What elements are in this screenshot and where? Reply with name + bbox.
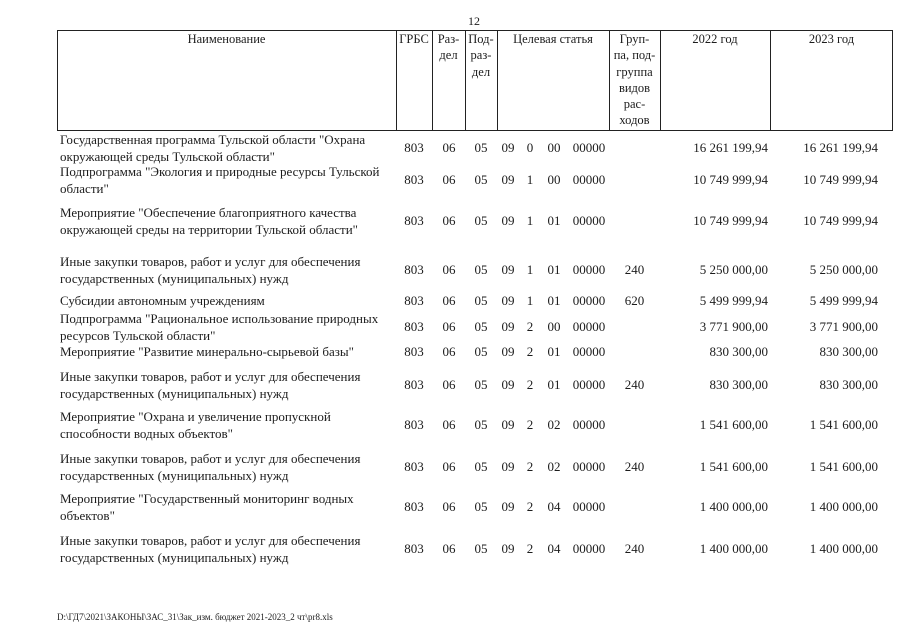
row-name-line: области" — [60, 180, 109, 196]
column-header-podrazdel-line: дел — [471, 64, 491, 79]
target-article-program: 09 — [501, 140, 515, 156]
razdel-code: 06 — [442, 417, 456, 433]
amount-2023: 10 749 999,94 — [803, 172, 878, 188]
column-header-razdel-line: Раз- — [437, 32, 460, 46]
row-name-line: окружающей среды Тульской области" — [60, 148, 275, 164]
expense-group-code: 240 — [624, 377, 645, 393]
target-article-event: 01 — [547, 213, 561, 229]
table-row — [0, 132, 905, 165]
column-header-target-article: Целевая статья — [513, 32, 593, 46]
amount-2022: 16 261 199,94 — [693, 140, 768, 156]
amount-2023: 1 541 600,00 — [809, 459, 878, 475]
amount-2022: 5 250 000,00 — [699, 262, 768, 278]
amount-2022: 10 749 999,94 — [693, 213, 768, 229]
target-article-direction: 00000 — [572, 172, 606, 188]
amount-2023: 10 749 999,94 — [803, 213, 878, 229]
table-row — [0, 311, 905, 344]
target-article-event: 01 — [547, 377, 561, 393]
target-article-direction: 00000 — [572, 499, 606, 515]
amount-2022: 830 300,00 — [709, 344, 768, 359]
amount-2023: 3 771 900,00 — [809, 319, 878, 335]
target-article-program: 09 — [501, 172, 515, 188]
table-row — [0, 205, 905, 238]
amount-2023: 830 300,00 — [819, 377, 878, 393]
target-article-subprogram: 2 — [526, 499, 534, 515]
column-header-razdel-line: дел — [439, 48, 458, 63]
podrazdel-code: 05 — [474, 319, 488, 335]
row-name — [60, 205, 358, 238]
amount-2023: 1 400 000,00 — [809, 541, 878, 557]
target-article-direction: 00000 — [572, 262, 606, 278]
razdel-code: 06 — [442, 293, 456, 308]
row-name-line: Субсидии автономным учреждениям — [60, 293, 265, 308]
row-name-line: Мероприятие "Обеспечение благоприятного качества — [60, 205, 357, 220]
podrazdel-code: 05 — [474, 213, 488, 229]
razdel-code: 06 — [442, 319, 456, 335]
target-article-subprogram: 2 — [526, 459, 534, 475]
row-name — [60, 164, 380, 197]
grbs-code: 803 — [404, 459, 424, 475]
expense-group-code: 240 — [624, 262, 645, 278]
row-name-line: Иные закупки товаров, работ и услуг для обеспечения — [60, 254, 361, 269]
row-name-line: Иные закупки товаров, работ и услуг для обеспечения — [60, 451, 361, 466]
grbs-code: 803 — [404, 293, 424, 308]
amount-2022: 1 400 000,00 — [699, 499, 768, 515]
column-header-expense-group-line: группа — [616, 64, 653, 79]
podrazdel-code: 05 — [474, 172, 488, 188]
amount-2022: 1 541 600,00 — [699, 417, 768, 433]
file-path-footer: D:\ГД7\2021\ЗАКОНЫ\ЗАС_31\Зак_изм. бюджет 2021-2023_2 чт\pr8.xls — [57, 612, 333, 622]
podrazdel-code: 05 — [474, 499, 488, 515]
target-article-direction: 00000 — [572, 140, 606, 156]
row-name-line: Мероприятие "Развитие минерально-сырьевой базы" — [60, 344, 354, 359]
table-row — [0, 451, 905, 484]
grbs-code: 803 — [404, 417, 424, 433]
row-name — [60, 311, 378, 344]
podrazdel-code: 05 — [474, 541, 488, 557]
target-article-event: 04 — [547, 499, 561, 515]
razdel-code: 06 — [442, 541, 456, 557]
row-name-line: Государственная программа Тульской области "Охрана — [60, 132, 366, 147]
target-article-subprogram: 0 — [526, 140, 534, 156]
row-name-line: Иные закупки товаров, работ и услуг для обеспечения — [60, 533, 361, 548]
amount-2022: 1 541 600,00 — [699, 459, 768, 475]
amount-2022: 5 499 999,94 — [699, 293, 768, 308]
row-name — [60, 132, 365, 165]
row-name-line: государственных (муниципальных) нужд — [60, 385, 289, 401]
target-article-event: 01 — [547, 293, 561, 308]
target-article-subprogram: 1 — [526, 262, 534, 278]
table-row — [0, 533, 905, 566]
row-name-line: государственных (муниципальных) нужд — [60, 270, 289, 286]
expense-group-code: 240 — [624, 541, 645, 557]
target-article-direction: 00000 — [572, 459, 606, 475]
column-header-expense-group-line: видов — [618, 80, 651, 95]
row-name-line: Мероприятие "Государственный мониторинг водных — [60, 491, 354, 506]
row-name — [60, 491, 354, 524]
table-row — [0, 369, 905, 402]
target-article-program: 09 — [501, 377, 515, 393]
razdel-code: 06 — [442, 377, 456, 393]
row-name-line: ресурсов Тульской области" — [60, 327, 216, 343]
target-article-direction: 00000 — [572, 541, 606, 557]
target-article-program: 09 — [501, 262, 515, 278]
target-article-subprogram: 1 — [526, 213, 534, 229]
page-number: 12 — [468, 14, 480, 28]
amount-2023: 1 400 000,00 — [809, 499, 878, 515]
row-name-line: государственных (муниципальных) нужд — [60, 549, 289, 565]
target-article-direction: 00000 — [572, 344, 606, 359]
podrazdel-code: 05 — [474, 344, 488, 359]
row-name — [60, 369, 360, 402]
razdel-code: 06 — [442, 459, 456, 475]
row-name-line: Подпрограмма "Рациональное использование природных — [60, 311, 379, 326]
podrazdel-code: 05 — [474, 417, 488, 433]
razdel-code: 06 — [442, 499, 456, 515]
grbs-code: 803 — [404, 377, 424, 393]
target-article-program: 09 — [501, 293, 515, 308]
grbs-code: 803 — [404, 344, 424, 359]
target-article-program: 09 — [501, 213, 515, 229]
target-article-subprogram: 2 — [526, 417, 534, 433]
razdel-code: 06 — [442, 213, 456, 229]
target-article-direction: 00000 — [572, 319, 606, 335]
target-article-event: 01 — [547, 262, 561, 278]
target-article-subprogram: 2 — [526, 344, 534, 359]
row-name-line: объектов" — [60, 507, 115, 523]
target-article-subprogram: 1 — [526, 293, 534, 308]
target-article-program: 09 — [501, 541, 515, 557]
row-name — [60, 533, 360, 566]
target-article-event: 04 — [547, 541, 561, 557]
grbs-code: 803 — [404, 262, 424, 278]
table-row — [0, 491, 905, 524]
grbs-code: 803 — [404, 541, 424, 557]
amount-2023: 1 541 600,00 — [809, 417, 878, 433]
target-article-direction: 00000 — [572, 213, 606, 229]
target-article-subprogram: 2 — [526, 541, 534, 557]
target-article-program: 09 — [501, 417, 515, 433]
amount-2023: 5 499 999,94 — [809, 293, 878, 308]
row-name-line: Подпрограмма "Экология и природные ресурсы Тульской — [60, 164, 380, 179]
target-article-event: 00 — [547, 172, 561, 188]
column-header-grbs: ГРБС — [399, 32, 429, 46]
target-article-event: 01 — [547, 344, 561, 359]
row-name-line: способности водных объектов" — [60, 425, 233, 441]
row-name-line: государственных (муниципальных) нужд — [60, 467, 289, 483]
column-header-expense-group-line: рас- — [623, 97, 646, 112]
target-article-direction: 00000 — [572, 417, 606, 433]
column-header-expense-group-line: Груп- — [619, 32, 650, 46]
row-name-line: Мероприятие "Охрана и увеличение пропускной — [60, 409, 331, 424]
row-name — [60, 409, 331, 442]
target-article-program: 09 — [501, 344, 515, 359]
grbs-code: 803 — [404, 319, 424, 335]
target-article-direction: 00000 — [572, 377, 606, 393]
row-name — [60, 344, 354, 361]
expense-group-code: 620 — [624, 293, 645, 308]
row-name-line: окружающей среды на территории Тульской области" — [60, 221, 358, 237]
target-article-event: 02 — [547, 459, 561, 475]
razdel-code: 06 — [442, 262, 456, 278]
target-article-program: 09 — [501, 459, 515, 475]
row-name — [60, 451, 360, 484]
grbs-code: 803 — [404, 140, 424, 156]
amount-2022: 10 749 999,94 — [693, 172, 768, 188]
column-header-2022: 2022 год — [692, 32, 738, 46]
table-row — [0, 164, 905, 197]
target-article-event: 00 — [547, 140, 561, 156]
podrazdel-code: 05 — [474, 377, 488, 393]
razdel-code: 06 — [442, 344, 456, 359]
column-header-expense-group-line: па, под- — [613, 48, 656, 63]
podrazdel-code: 05 — [474, 293, 488, 308]
column-header-name: Наименование — [187, 32, 266, 46]
target-article-program: 09 — [501, 319, 515, 335]
podrazdel-code: 05 — [474, 459, 488, 475]
razdel-code: 06 — [442, 140, 456, 156]
table-row — [0, 409, 905, 442]
target-article-event: 02 — [547, 417, 561, 433]
target-article-direction: 00000 — [572, 293, 606, 308]
row-name — [60, 254, 360, 287]
podrazdel-code: 05 — [474, 140, 488, 156]
column-header-podrazdel-line: Под- — [468, 32, 494, 46]
amount-2022: 1 400 000,00 — [699, 541, 768, 557]
target-article-subprogram: 2 — [526, 377, 534, 393]
column-header-expense-group-line: ходов — [619, 113, 650, 128]
expense-group-code: 240 — [624, 459, 645, 475]
row-name — [60, 293, 265, 310]
grbs-code: 803 — [404, 499, 424, 515]
column-header-2023: 2023 год — [808, 32, 855, 46]
amount-2022: 830 300,00 — [709, 377, 768, 393]
amount-2023: 830 300,00 — [819, 344, 878, 359]
target-article-subprogram: 2 — [526, 319, 534, 335]
target-article-event: 00 — [547, 319, 561, 335]
target-article-subprogram: 1 — [526, 172, 534, 188]
column-header-podrazdel-line: раз- — [470, 48, 492, 63]
grbs-code: 803 — [404, 213, 424, 229]
amount-2023: 16 261 199,94 — [803, 140, 878, 156]
amount-2023: 5 250 000,00 — [809, 262, 878, 278]
table-row — [0, 254, 905, 287]
table-row — [0, 293, 905, 310]
row-name-line: Иные закупки товаров, работ и услуг для обеспечения — [60, 369, 361, 384]
razdel-code: 06 — [442, 172, 456, 188]
table-row — [0, 344, 905, 361]
amount-2022: 3 771 900,00 — [699, 319, 768, 335]
target-article-program: 09 — [501, 499, 515, 515]
podrazdel-code: 05 — [474, 262, 488, 278]
grbs-code: 803 — [404, 172, 424, 188]
